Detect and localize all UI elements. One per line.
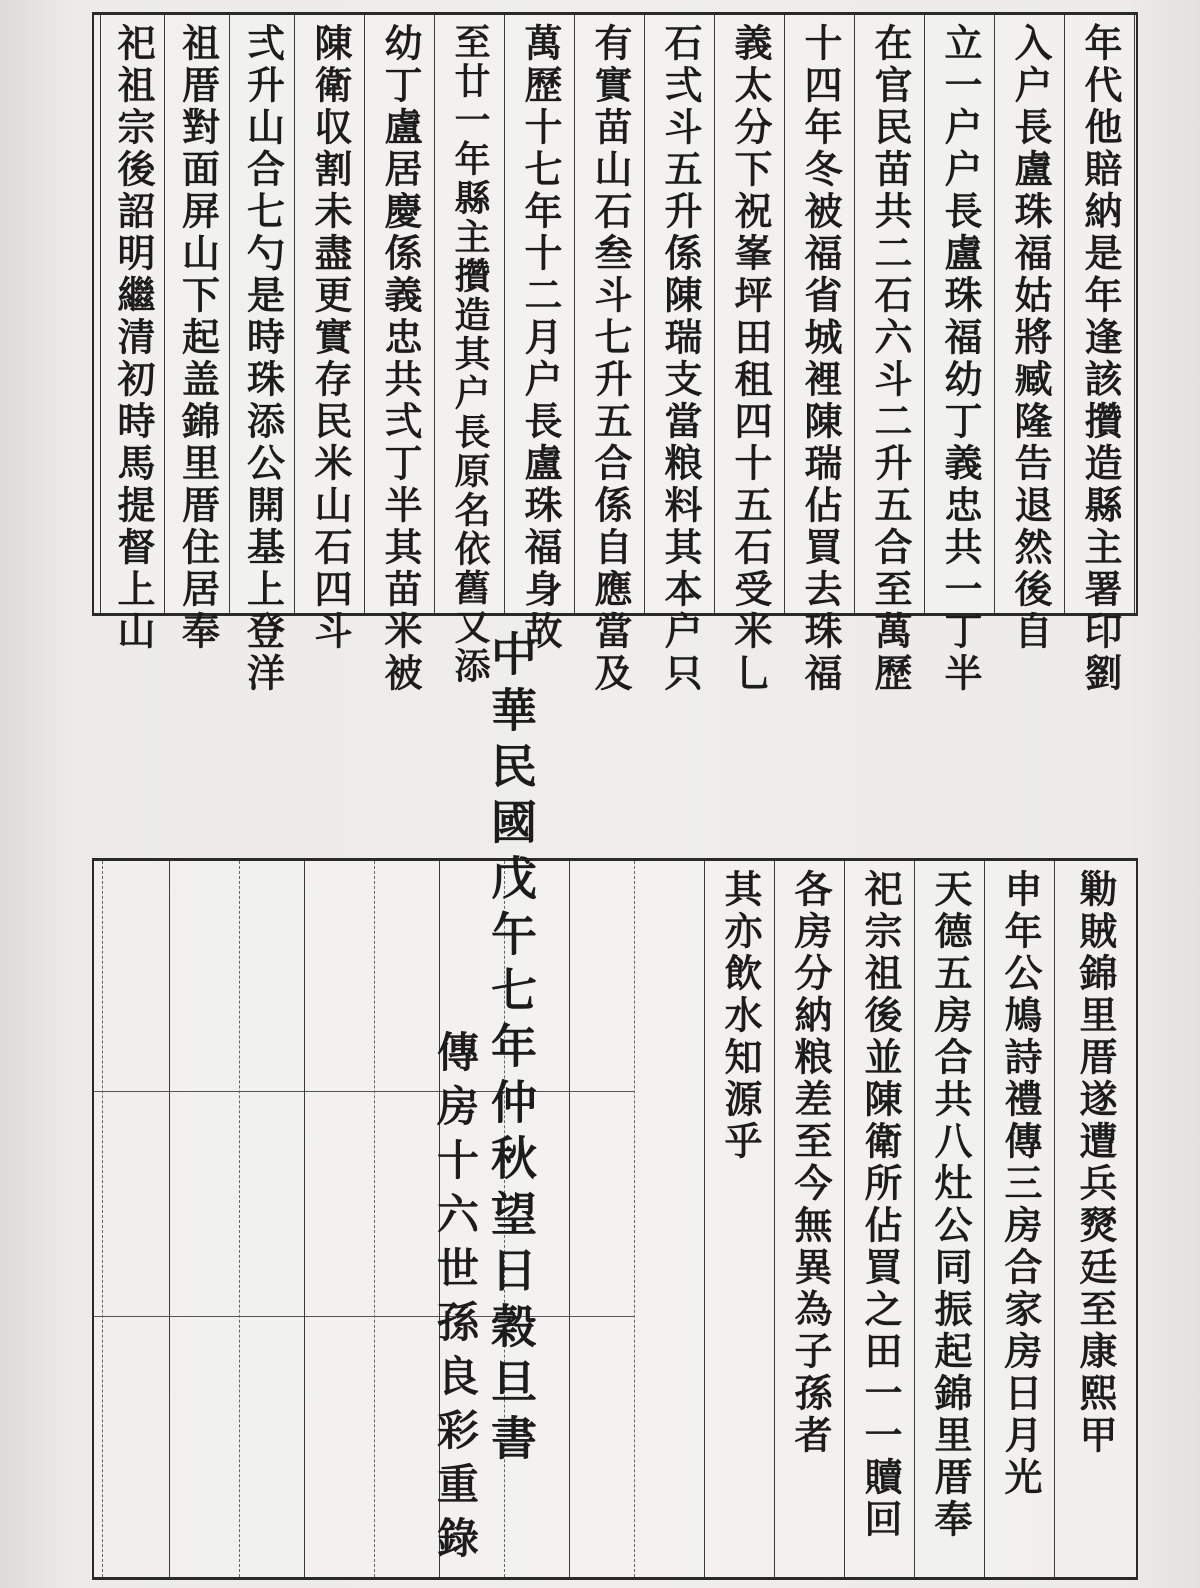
column-text: 年代他賠納是年逢該攢造縣主署印劉	[1078, 23, 1123, 695]
column-text: 祀宗祖後並陳衛所佔買之田一一贖回	[858, 869, 903, 1541]
empty-column	[239, 861, 305, 1577]
column-text: 祖厝對面屏山下起盖錦里厝住居奉	[175, 23, 221, 653]
column-text: 陳衛収割未盡更實存民米山石四斗	[308, 23, 353, 653]
column-text: 十四年冬被福省城裡陳瑞佔買去珠福	[798, 23, 843, 695]
empty-column	[634, 861, 705, 1577]
text-column	[774, 861, 845, 1577]
text-column	[504, 15, 575, 653]
column-text: 勦賊錦里厝遂遭兵燹廷至康熙甲	[1073, 869, 1118, 1457]
column-text: 立一户户長盧珠福幼丁義忠共一丁半	[938, 23, 983, 695]
top-page-panel	[92, 12, 1138, 695]
text-column	[574, 15, 645, 695]
column-text: 入户長盧珠福姑將臧隆告退然後自	[1008, 23, 1053, 653]
column-text: 萬歷十七年十二月户長盧珠福身故	[518, 23, 563, 653]
column-text: 義太分下祝峯坪田租四十五石受米乚	[728, 23, 773, 695]
column-text: 弍升山合七勺是時珠添公開基上登洋	[240, 23, 286, 695]
text-column	[984, 861, 1055, 1577]
column-text: 祀祖宗後詔明繼清初時馬提督上山	[111, 23, 156, 653]
text-column	[1054, 861, 1135, 1577]
text-column	[100, 15, 165, 653]
column-text: 有實苗山石叁斗七升五合係自應當及	[588, 23, 633, 695]
column-text: 至廿一年縣主攢造其户長原名依舊又添	[449, 23, 491, 686]
empty-column	[169, 861, 240, 1577]
empty-column	[569, 861, 635, 1577]
empty-column	[102, 861, 170, 1577]
column-text: 在官民苗共二石六斗二升五合至萬歷	[868, 23, 913, 695]
text-column	[914, 861, 985, 1577]
text-column	[1064, 15, 1135, 695]
text-column	[229, 15, 295, 695]
text-column	[854, 15, 925, 695]
signature: 傳房十六世孫良彩重錄	[431, 1030, 480, 1570]
text-column	[644, 15, 715, 695]
bottom-page-panel	[92, 858, 1138, 1580]
column-text: 各房分納粮差至今無異為子孫者	[788, 869, 833, 1457]
column-text: 申年公鳩詩禮傳三房合家房日月光	[998, 869, 1043, 1499]
column-text: 幼丁盧居慶係義忠共弍丁半其苗米被	[378, 23, 423, 695]
text-column	[704, 861, 775, 1577]
text-column	[714, 15, 785, 695]
text-column	[364, 15, 435, 695]
column-text: 其亦飲水知源乎	[718, 869, 763, 1163]
empty-column	[304, 861, 375, 1577]
column-text: 石弍斗五升係陳瑞支當粮料其本户只	[658, 23, 703, 695]
text-column	[994, 15, 1065, 653]
text-column	[784, 15, 855, 695]
text-column	[924, 15, 995, 695]
text-column	[294, 15, 365, 653]
text-column	[844, 861, 915, 1577]
date-line: 中華民國戊午七年仲秋望日穀旦書	[484, 630, 538, 1470]
text-column	[434, 15, 505, 686]
column-text: 天德五房合共八灶公同振起錦里厝奉	[928, 869, 973, 1541]
text-column	[164, 15, 230, 653]
